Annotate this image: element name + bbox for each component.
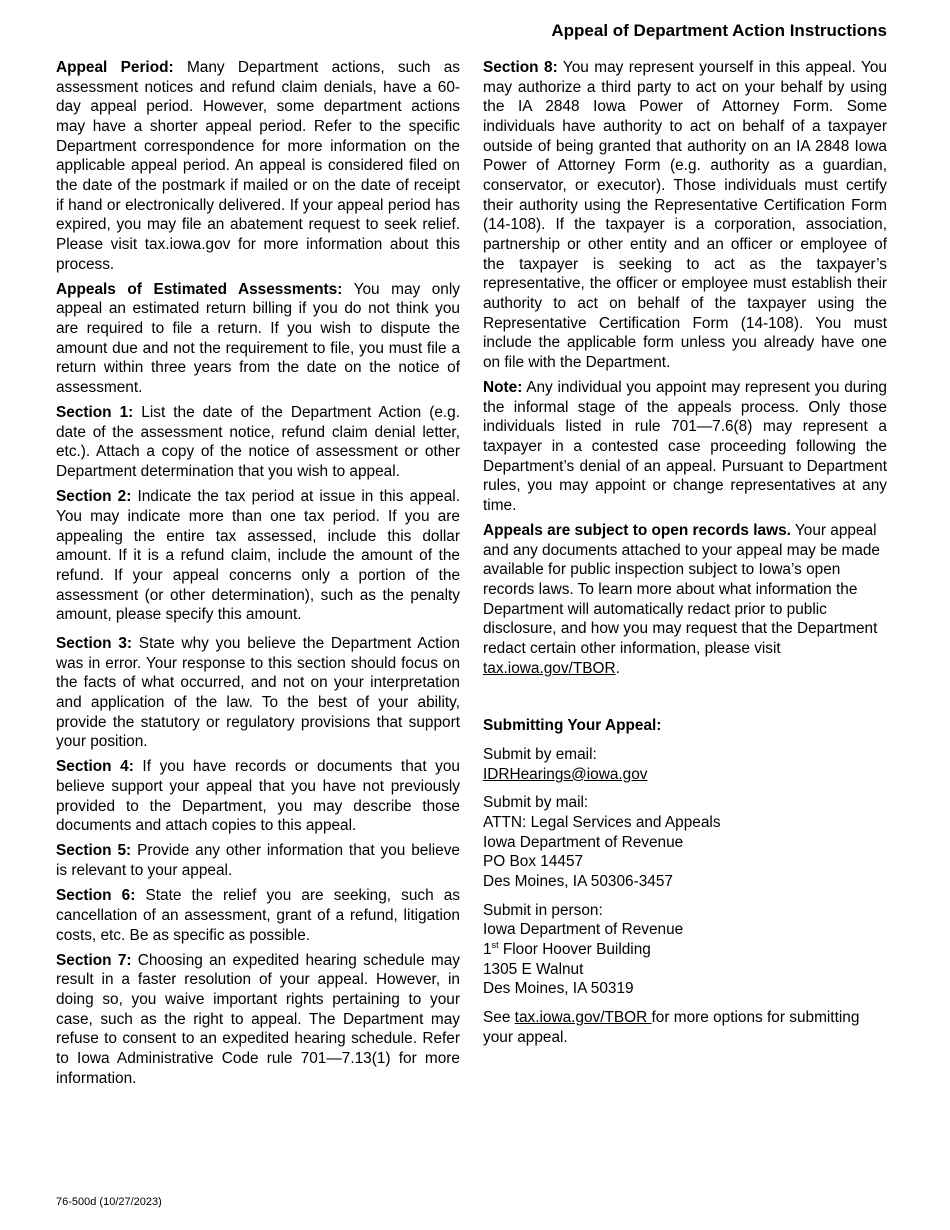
tbor-options-link[interactable]: tax.iowa.gov/TBOR: [514, 1008, 652, 1026]
paragraph-lead: Section 8:: [483, 59, 558, 76]
section-8-paragraph: [483, 58, 887, 373]
address-line: ATTN: Legal Services and Appeals: [483, 813, 721, 831]
floor-suffix: st: [491, 939, 499, 950]
in-person-label: Submit in person:: [483, 901, 603, 919]
paragraph-text: State the relief you are seeking, such as cancellation of an assessment, grant of a refund, litigation costs, etc. Be as specific as possible.: [56, 887, 460, 944]
form-number-footer: 76-500d (10/27/2023): [56, 1196, 162, 1208]
address-line: Des Moines, IA 50306-3457: [483, 872, 673, 890]
paragraph-text: Your appeal and any documents attached to your appeal may be made available for public inspection subject to Iowa’s open records laws. To learn more about what information the Department will automatically redact prior to public disclosure, and how you may request that the Department redact certain other information, please visit: [483, 522, 880, 658]
section-3-paragraph: [56, 634, 460, 752]
paragraph-lead: Section 5:: [56, 842, 132, 860]
mail-label: Submit by mail:: [483, 794, 589, 812]
paragraph-lead: Appeal Period:: [56, 59, 174, 76]
punctuation: .: [615, 659, 620, 677]
paragraph-lead: Section 4:: [56, 758, 134, 776]
submitting-heading: Submitting Your Appeal:: [483, 717, 662, 735]
address-line: 1305 E Walnut: [483, 960, 584, 978]
address-line: PO Box 14457: [483, 853, 584, 871]
tbor-link[interactable]: tax.iowa.gov/TBOR: [483, 659, 616, 677]
paragraph-lead: Note:: [483, 379, 523, 396]
paragraph-text: Choosing an expedited hearing schedule may result in a faster resolution of your appeal. However, in doing so, you waive important rights pertaining to your case, such as the right to appeal. The Department may refuse to consent to an expedited hearing schedule. Refer to Iowa Administrative Code rule 701—7.13(1) for more information.: [56, 951, 460, 1087]
address-line: Des Moines, IA 50319: [483, 980, 634, 998]
paragraph-lead: Appeals are subject to open records laws.: [483, 522, 791, 540]
email-label: Submit by email:: [483, 746, 597, 763]
section-1-paragraph: [56, 403, 460, 482]
section-4-paragraph: [56, 757, 460, 836]
paragraph-text: Provide any other information that you believe is relevant to your appeal.: [56, 842, 460, 880]
submit-mail-block: [483, 793, 887, 891]
paragraph-lead: Section 3:: [56, 634, 133, 652]
address-line: Iowa Department of Revenue: [483, 833, 684, 851]
open-records-paragraph: [483, 521, 887, 678]
submit-in-person-block: [483, 901, 887, 999]
paragraph-text: If you have records or documents that you believe support your appeal that you have not previously provided to the Department, you may describe those documents and attach copies to this appeal.: [56, 758, 460, 835]
more-options-paragraph: [483, 1008, 887, 1047]
email-link[interactable]: IDRHearings@iowa.gov: [483, 765, 648, 783]
paragraph-text: You may represent yourself in this appeal. You may authorize a third party to act on your behalf by using the IA 2848 Iowa Power of Attorney Form. Some individuals have authority to act on behalf of a taxpayer outside of being granted that authority on an IA 2848 Iowa Power of Attorney Form (e.g. authority as a guardian, conservator, or executor). Those individuals must certify their authority using the Representative Certification Form (14-108). If the taxpayer is a corporation, association, partnership or other entity and an officer or employee of the taxpayer is seeking to act as the taxpayer’s representative, the officer or employee must establish their authority to act on behalf of the taxpayer using the Representative Certification Form (14-108). You must include the applicable form unless you already have one on file with the Department.: [483, 59, 887, 371]
paragraph-text: Many Department actions, such as assessment notices and refund claim denials, have a 60-day appeal period. However, some department actions may have a shorter appeal period. Refer to the specific Department correspondence for more information on the applicable appeal period. An appeal is considered filed on the date of the postmark if mailed or on the date of receipt if hand or electronically delivered. If your appeal period has expired, you may file an abatement request to seek relief. Please visit tax.iowa.gov for more information about this process.: [56, 59, 461, 273]
right-column: [483, 58, 887, 1053]
paragraph-lead: Section 2:: [56, 488, 132, 506]
address-line: [483, 940, 887, 960]
paragraph-text: List the date of the Department Action (e.g. date of the assessment notice, refund claim denial letter, etc.). Attach a copy of the notice of assessment or other Department determination that you wish to appeal.: [56, 404, 460, 481]
appeal-period-paragraph: [56, 58, 460, 274]
paragraph-lead: Appeals of Estimated Assessments:: [56, 280, 343, 298]
paragraph-text: Any individual you appoint may represent you during the informal stage of the appeals process. Only those individuals listed in rule 701—7.6(8) may represent a taxpayer in a contested case proceeding following the Department’s denial of an appeal. Pursuant to Department rules, you may appoint or change representatives at any time.: [483, 379, 887, 514]
note-paragraph: [483, 378, 887, 516]
paragraph-text: Indicate the tax period at issue in this appeal. You may indicate more than one tax period. If you are appealing the entire tax assessed, include this dollar amount. If it is a refund claim, include the amount of the refund. If your appeal concerns only a portion of the assessment (or other determination), such as the penalty amount, please specify this amount.: [56, 488, 460, 624]
paragraph-lead: Section 1:: [56, 404, 134, 422]
section-7-paragraph: [56, 951, 460, 1089]
section-2-paragraph: [56, 487, 460, 625]
section-6-paragraph: [56, 886, 460, 945]
floor-text: Floor Hoover Building: [498, 940, 651, 958]
see-text-rest: for more options for submitting your appeal.: [483, 1008, 860, 1046]
document-title: Appeal of Department Action Instructions: [551, 21, 887, 40]
address-line: Iowa Department of Revenue: [483, 921, 684, 939]
paragraph-lead: Section 7:: [56, 951, 132, 969]
see-text: See: [483, 1008, 515, 1026]
estimated-assessments-paragraph: [56, 280, 460, 398]
paragraph-text: State why you believe the Department Action was in error. Your response to this section should focus on the facts of what occurred, and not on your interpretation and application of the law. To the best of your ability, provide the statutory or regulatory provisions that support your position.: [56, 634, 460, 751]
left-column: [56, 58, 460, 1094]
paragraph-lead: Section 6:: [56, 887, 136, 905]
submit-email-block: [483, 745, 887, 784]
floor-number: 1: [483, 940, 492, 958]
section-5-paragraph: [56, 841, 460, 880]
paragraph-text: You may only appeal an estimated return billing if you do not think you are required to file a return. If you wish to dispute the amount due and not the requirement to file, you must file a return within three years from the date on the notice of assessment.: [56, 280, 460, 396]
